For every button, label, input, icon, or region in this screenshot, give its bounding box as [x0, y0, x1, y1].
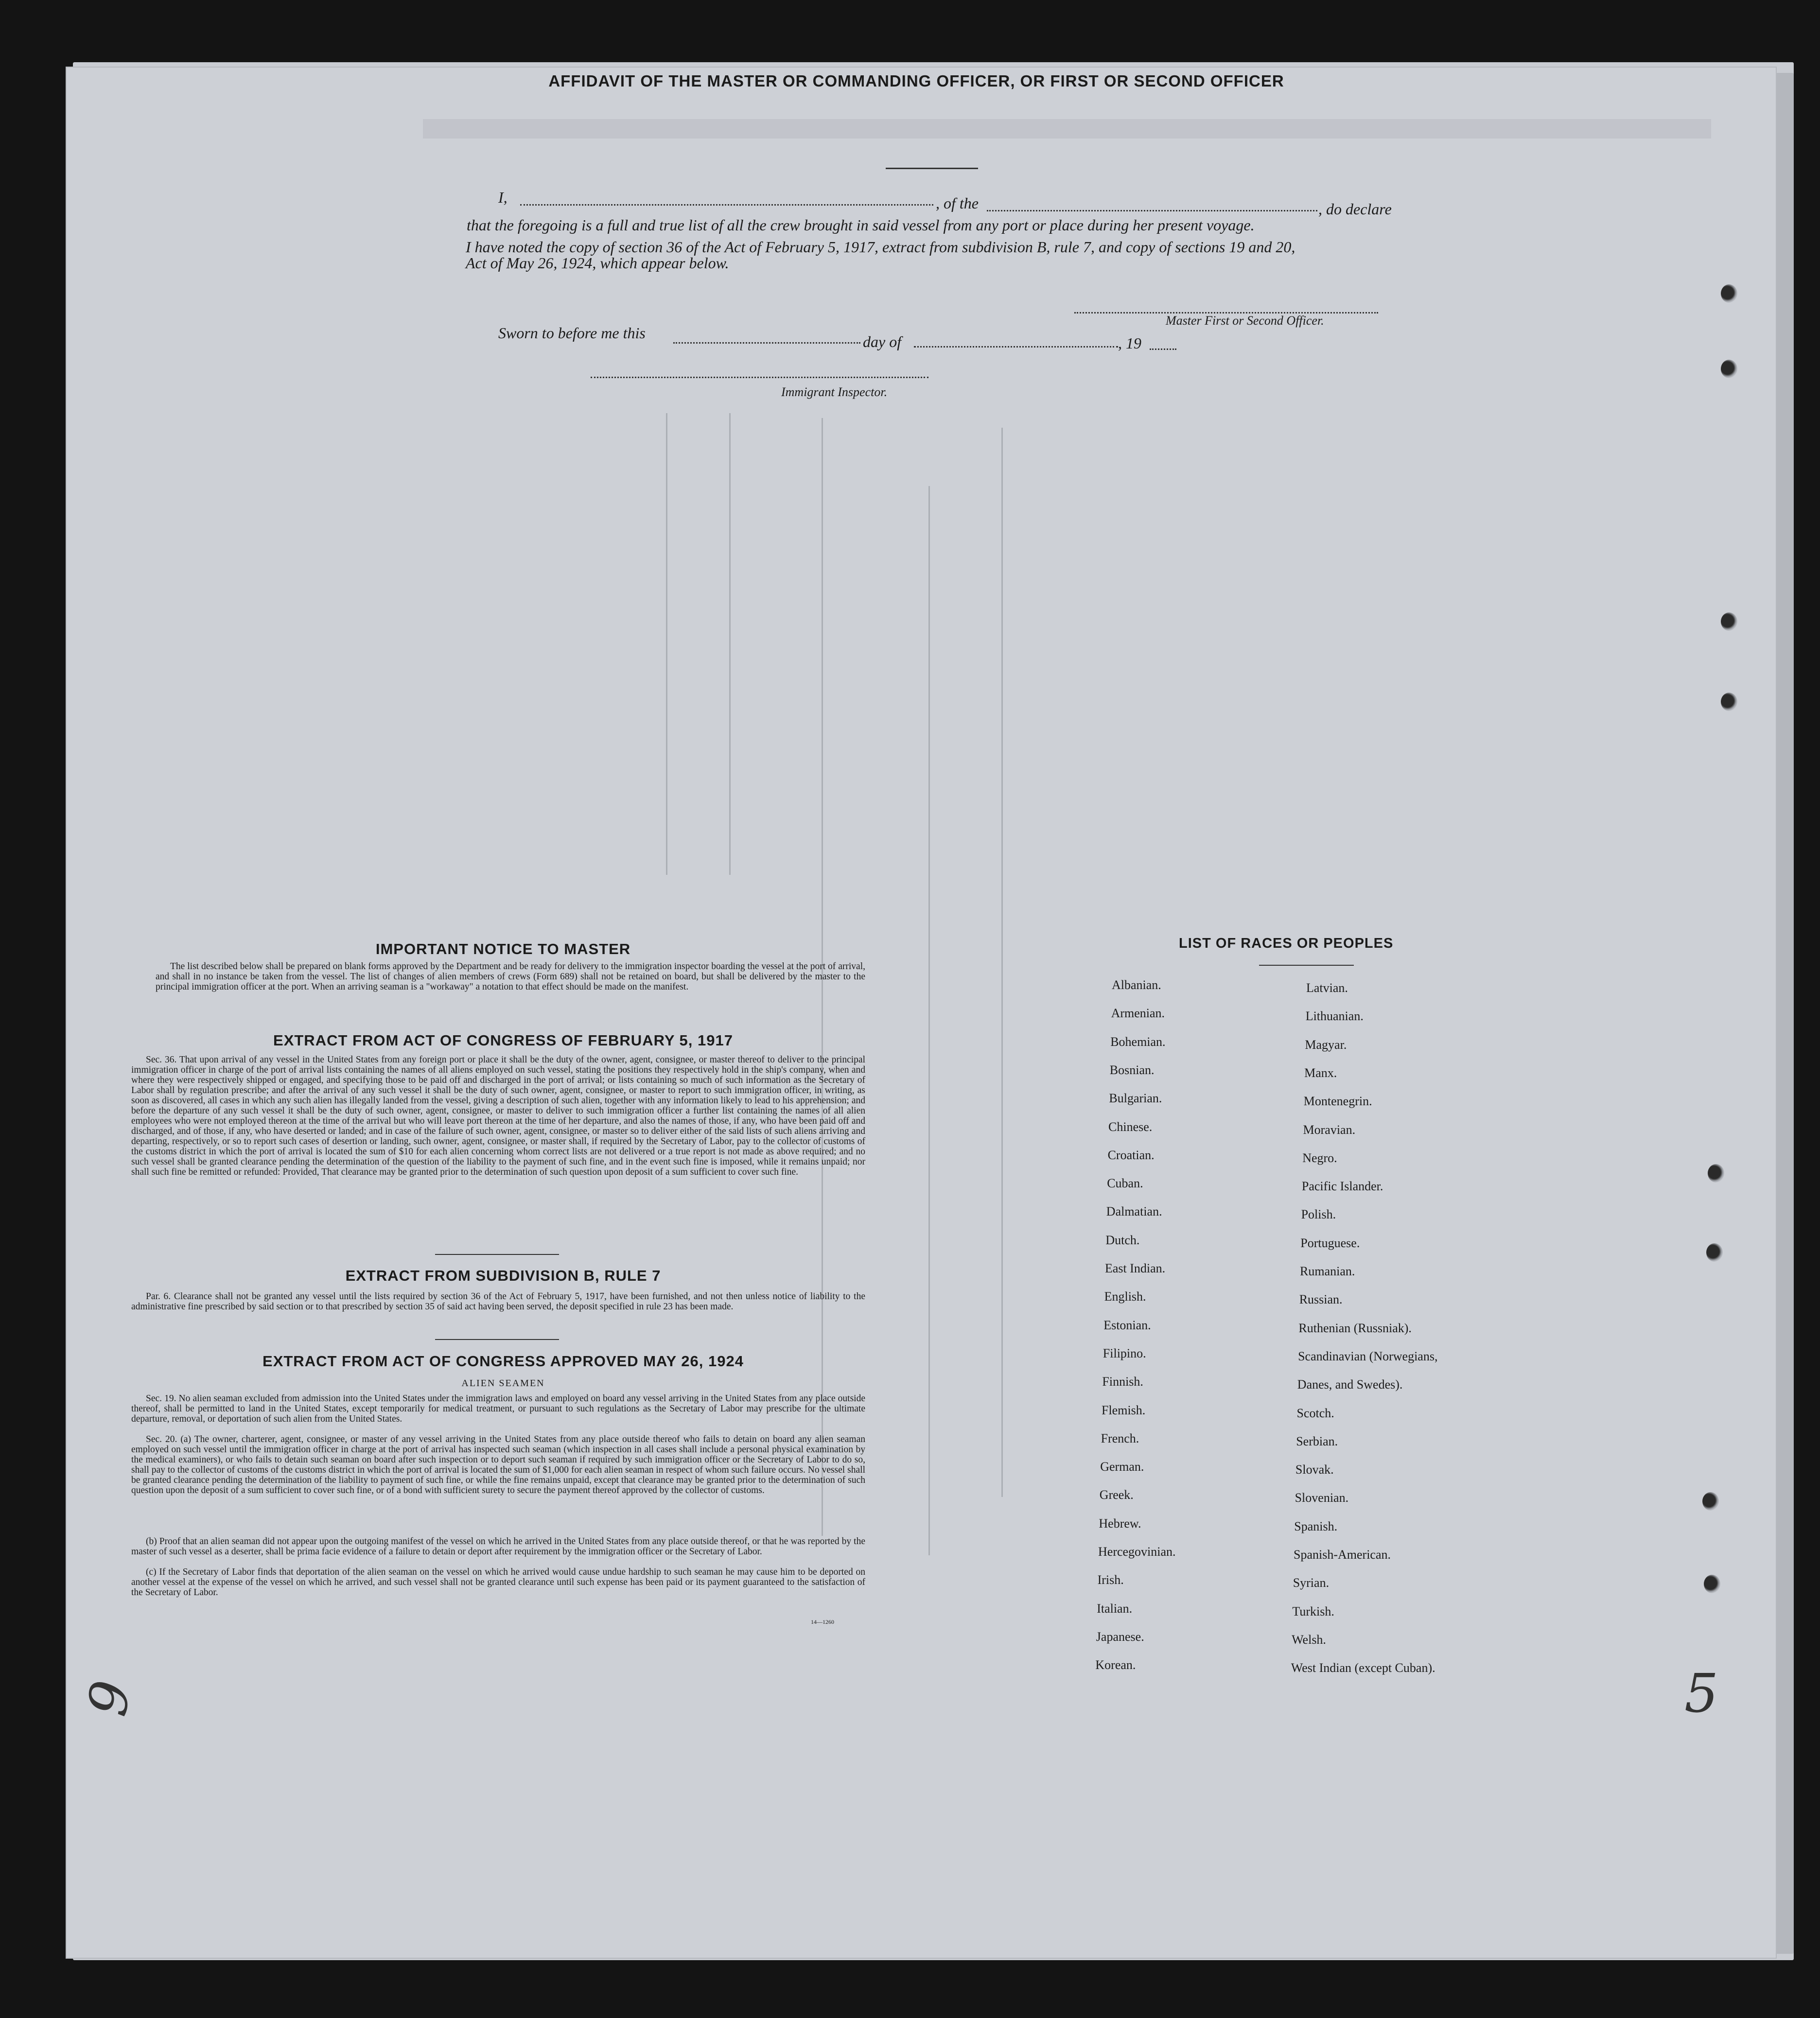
punch-hole — [1721, 612, 1737, 631]
extract-1924-title: EXTRACT FROM ACT OF CONGRESS APPROVED MAY 26, 1924 — [262, 1353, 744, 1370]
extract-1917-body: Sec. 36. That upon arrival of any vessel in the United States from any foreign port or place it shall be the duty of the owner, agent, consignee, or master thereof to deliver to the principal immigration officer in charge of the port of arrival lists containing the names of all aliens employed on such vessel, stating the positions they respectively hold in the ship's company, when and where they were respectively shipped or engaged, and specifying those to be paid off and discharged in the port of arrival; or lists containing so much of such information as the Secretary of Labor shall by regulation prescribe; and after the arrival of any such vessel it shall be the duty of such owner, agent, consignee, or master to report to such immigration officer, in writing, as soon as discovered, all cases in which any such alien has illegally landed from the vessel, giving a description of such alien, together with any information likely to lead to his apprehension; and before the departure of any such vessel it shall be the duty of such owner, agent, consignee, or master to deliver to such immigration officer a further list containing the names of all alien employees who were not employed thereon at the time of the arrival but who will leave port thereon at the time of her departure, and also the names of those, if any, who have been paid off and discharged, and of those, if any, who have deserted or landed; and in case of the failure of such owner, agent, consignee, or master so to deliver either of the said lists of such aliens arriving and departing, respectively, or so to report such cases of desertion or landing, such owner, agent, consignee, or master shall, if required by the Secretary of Labor, pay to the collector of customs of the customs district in which the port of arrival is located the sum of $10 for each alien concerning whom correct lists are not delivered or a true report is not made as above required; and no such vessel shall be granted clearance pending the determination of the question of the liability to the payment of such fine, and in the event such fine is imposed, while it remains unpaid; nor shall such fine be remitted or refunded: Provided, That clearance may be granted prior to the determination of such question upon deposit of a sum sufficient to cover such fine. — [131, 1055, 865, 1177]
race-item: Slovenian. — [1295, 1491, 1349, 1505]
race-item: Polish. — [1301, 1207, 1336, 1222]
affidavit-i: I, — [498, 189, 508, 206]
extract-1924-sec20a: Sec. 20. (a) The owner, charterer, agent, consignee, or master of any vessel arriving in the United States from any place outside thereof who fails to detain on board any alien seaman employed on such vessel until the immigration officer in charge at the port of arrival has inspected such seaman (which inspection in all cases shall include a personal physical examination by the medical examiners), or who fails to detain such seaman on board after such inspection or to deport such seaman if required by such immigration officer or the Secretary of Labor to do so, shall pay to the collector of customs of the customs district in which the port of arrival is located the sum of $1,000 for each alien seaman in respect of whom such failure occurs. No vessel shall be granted clearance pending the determination of the liability to payment of such fine, or while the fine remains unpaid, except that clearance may be granted prior to the determination of such question upon the deposit of a sum sufficient to cover such fine, or of a bond with sufficient surety to secure the payment thereof approved by the collector of customs. — [131, 1434, 865, 1496]
race-item: Welsh. — [1292, 1632, 1326, 1647]
race-item: Armenian. — [1111, 1006, 1165, 1021]
race-item: Spanish. — [1294, 1519, 1338, 1533]
race-item: Rumanian. — [1300, 1264, 1355, 1278]
extract-1924-sec20c: (c) If the Secretary of Labor finds that deportation of the alien seaman on the vessel on which he arrived would cause undue hardship to such seaman he may cause him to be deported on another vessel at the expense of the vessel on which he arrived, and such vessel shall not be granted clearance until such expense has been paid or its payment guaranteed to the satisfaction of the Secretary of Labor. — [131, 1567, 865, 1598]
race-item: Irish. — [1097, 1573, 1124, 1587]
manifest-sheet — [66, 67, 1777, 1959]
title-underline — [886, 168, 978, 169]
sworn-month-blank — [914, 346, 1118, 348]
race-item: East Indian. — [1105, 1261, 1166, 1275]
race-item: English. — [1104, 1289, 1146, 1304]
race-item: Dalmatian. — [1106, 1204, 1162, 1219]
race-item: Serbian. — [1296, 1434, 1338, 1448]
punch-hole — [1708, 1164, 1724, 1183]
notice-title: IMPORTANT NOTICE TO MASTER — [375, 940, 631, 957]
vessel-blank — [987, 210, 1317, 211]
race-item: Hebrew. — [1099, 1516, 1141, 1531]
punch-hole — [1721, 284, 1737, 303]
punch-hole — [1704, 1575, 1720, 1593]
race-item: Slovak. — [1295, 1462, 1334, 1477]
punch-hole — [1721, 360, 1737, 378]
race-item: Manx. — [1304, 1065, 1337, 1080]
divider — [435, 1339, 559, 1340]
race-item: Ruthenian (Russniak). — [1298, 1321, 1412, 1335]
race-item: Scandinavian (Norwegians, — [1298, 1349, 1438, 1363]
ghost-col-line — [928, 486, 930, 1555]
race-item: Japanese. — [1096, 1629, 1144, 1644]
race-item: Croatian. — [1107, 1148, 1155, 1162]
affidavit-title: AFFIDAVIT OF THE MASTER OR COMMANDING OFFICER, OR FIRST OR SECOND OFFICER — [548, 72, 1284, 90]
race-item: Russian. — [1299, 1292, 1343, 1307]
race-item: Dutch. — [1105, 1233, 1140, 1247]
affidavit-of-the: , of the — [936, 194, 979, 212]
ghost-col-line — [1001, 428, 1003, 1497]
race-item: Syrian. — [1293, 1576, 1330, 1590]
ghost-col-line — [666, 413, 667, 875]
alien-seamen-subtitle: ALIEN SEAMEN — [461, 1378, 545, 1389]
extract-1917-title: EXTRACT FROM ACT OF CONGRESS OF FEBRUARY 5, 1917 — [273, 1032, 733, 1049]
race-item: Flemish. — [1102, 1403, 1146, 1417]
races-underline — [1259, 965, 1354, 966]
race-item: Portuguese. — [1300, 1235, 1360, 1250]
affidavit-line3: Act of May 26, 1924, which appear below. — [466, 254, 729, 272]
race-item: Albanian. — [1112, 978, 1161, 992]
extract-1924-sec20b: (b) Proof that an alien seaman did not appear upon the outgoing manifest of the vessel on which he arrived in the United States from any place outside thereof, or that he was reported by the master of such vessel as a deserter, shall be prima facie evidence of a failure to detain or deport after requirement by the immigration officer or the Secretary of Labor. — [131, 1536, 865, 1557]
extract-rule7-title: EXTRACT FROM SUBDIVISION B, RULE 7 — [345, 1267, 661, 1284]
year-blank — [1150, 348, 1176, 350]
inspector-signature-label: Immigrant Inspector. — [781, 385, 888, 399]
punch-hole — [1702, 1492, 1719, 1511]
sworn-day-blank — [673, 342, 860, 344]
race-item: Turkish. — [1292, 1604, 1334, 1618]
punch-hole — [1721, 693, 1737, 711]
race-item: Scotch. — [1296, 1406, 1334, 1420]
races-title: LIST OF RACES OR PEOPLES — [1179, 936, 1394, 951]
extract-rule7-body: Par. 6. Clearance shall not be granted any vessel until the lists required by section 36 of the Act of February 5, 1917, have been furnished, and not then unless notice of liability to the administrative fine prescribed by said section or to that prescribed by section 35 of said act having been served, the deposit specified in rule 23 has been made. — [131, 1291, 865, 1312]
race-item: Montenegrin. — [1303, 1094, 1372, 1109]
divider — [435, 1254, 559, 1255]
race-item: Magyar. — [1305, 1037, 1347, 1052]
race-item: Filipino. — [1102, 1346, 1146, 1360]
race-item: Hercegovinian. — [1098, 1545, 1176, 1559]
race-item: Italian. — [1097, 1601, 1133, 1616]
race-item: Bulgarian. — [1109, 1091, 1162, 1106]
race-item: Chinese. — [1108, 1119, 1153, 1134]
race-item: Finnish. — [1102, 1374, 1143, 1389]
sworn-text: Sworn to before me this — [498, 324, 646, 342]
name-blank — [520, 204, 933, 206]
race-item: Negro. — [1302, 1150, 1337, 1165]
race-item: Estonian. — [1103, 1318, 1151, 1332]
ghost-heading — [423, 119, 1711, 139]
ghost-col-line — [729, 413, 731, 875]
race-item: Moravian. — [1303, 1122, 1356, 1137]
inspector-signature-line — [591, 377, 928, 378]
year-prefix: , 19 — [1118, 334, 1141, 352]
affidavit-line1: that the foregoing is a full and true list of all the crew brought in said vessel from any port or place during her present voyage. — [467, 216, 1255, 234]
race-item: Cuban. — [1107, 1176, 1143, 1191]
race-item: Spanish-American. — [1294, 1548, 1391, 1562]
race-item: Bosnian. — [1109, 1062, 1155, 1077]
race-item: Bohemian. — [1110, 1034, 1166, 1049]
notice-body: The list described below shall be prepared on blank forms approved by the Department and be ready for delivery to the immigration inspector boarding the vessel at the port of arrival, and shall in no instance be taken from the vessel. The list of changes of alien members of crews (Form 689) shall not be retained on board, but shall be delivered by the master to the principal immigration officer at the port. When an arriving seaman is a "workaway" a notation to that effect should be made on the manifest. — [156, 961, 865, 992]
race-item: West Indian (except Cuban). — [1291, 1661, 1435, 1675]
affidavit-line2: I have noted the copy of section 36 of the Act of February 5, 1917, extract from subdivision B, rule 7, and copy of sections 19 and 20, — [466, 238, 1295, 256]
extract-1924-sec19: Sec. 19. No alien seaman excluded from admission into the United States under the immigration laws and employed on board any vessel arriving in the United States from any place outside thereof, shall be permitted to land in the United States, except temporarily for medical treatment, or pursuant to such regulations as the Secretary of Labor may prescribe for the ultimate departure, removal, or deportation of such alien from the United States. — [131, 1393, 865, 1424]
race-item: French. — [1101, 1431, 1139, 1445]
race-item: German. — [1100, 1460, 1144, 1474]
race-item: Lithuanian. — [1305, 1009, 1364, 1024]
affidavit-do-declare: , do declare — [1318, 200, 1392, 218]
race-item: Danes, and Swedes). — [1297, 1377, 1403, 1392]
punch-hole — [1706, 1243, 1723, 1262]
race-item: Pacific Islander. — [1301, 1179, 1383, 1194]
race-item: Korean. — [1095, 1658, 1136, 1672]
handwritten-page-number-right: 5 — [1684, 1662, 1718, 1724]
race-item: Latvian. — [1306, 981, 1348, 995]
master-signature-label: Master First or Second Officer. — [1166, 313, 1324, 328]
form-number: 14—1260 — [811, 1618, 834, 1625]
race-item: Greek. — [1099, 1488, 1134, 1502]
day-of-text: day of — [863, 333, 902, 350]
handwritten-page-number-left: 9 — [75, 1676, 143, 1721]
